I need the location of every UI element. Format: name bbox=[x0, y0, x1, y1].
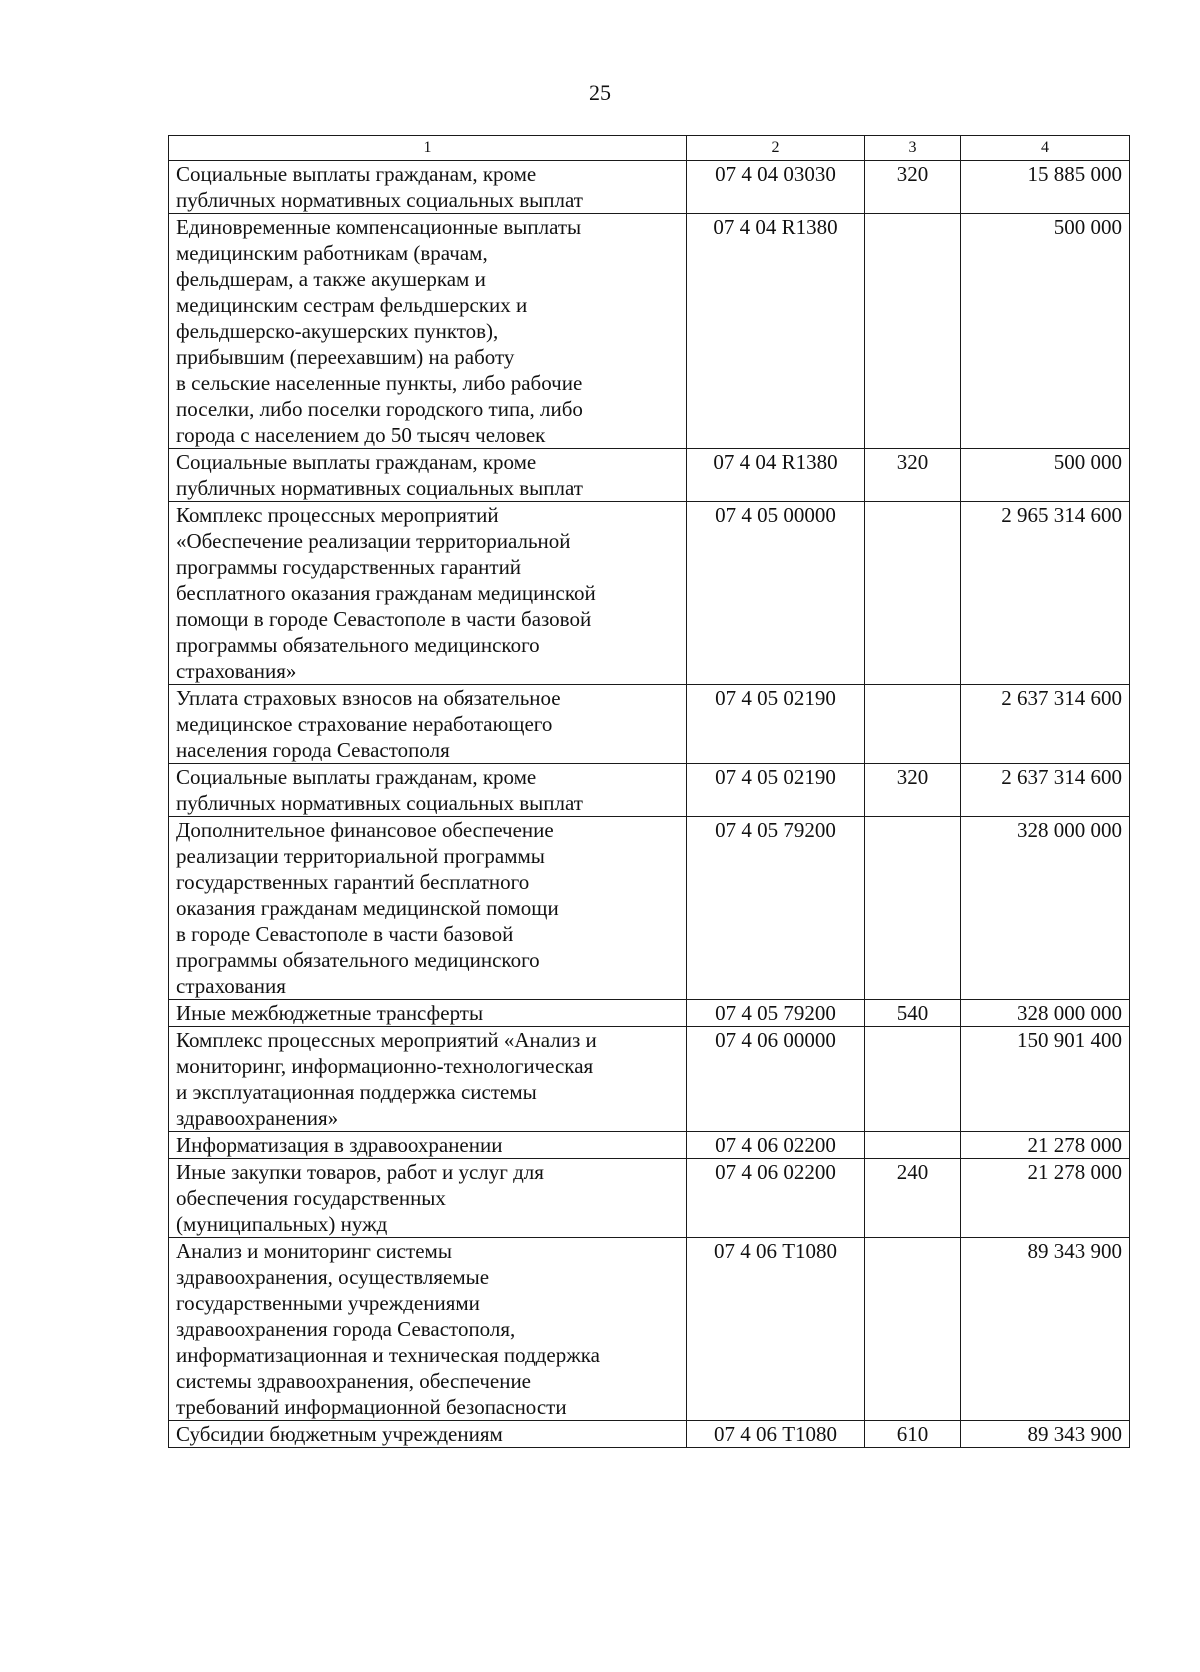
page-number: 25 bbox=[589, 80, 611, 105]
table-row bbox=[169, 685, 1130, 764]
column-header-4: 4 bbox=[961, 136, 1130, 161]
row-code-cell bbox=[687, 685, 865, 764]
row-amount-text: 500 000 bbox=[1053, 450, 1122, 474]
row-amount-text: 89 343 900 bbox=[1027, 1239, 1122, 1263]
row-name-cell bbox=[169, 685, 687, 764]
row-code-text: 07 4 04 R1380 bbox=[713, 450, 838, 474]
row-code-text: 07 4 05 00000 bbox=[715, 503, 836, 527]
row-code-text: 07 4 05 79200 bbox=[715, 818, 836, 842]
row-name-text: Иные закупки товаров, работ и услуг для обеспечения государственных (муниципальных) нужд bbox=[176, 1160, 544, 1236]
row-code-text: 07 4 06 Т1080 bbox=[713, 1422, 838, 1446]
row-code-cell bbox=[687, 449, 865, 502]
row-type-cell bbox=[865, 1027, 961, 1132]
row-amount-cell bbox=[961, 1027, 1130, 1132]
row-amount-cell bbox=[961, 1132, 1130, 1159]
row-amount-text: 21 278 000 bbox=[1027, 1133, 1122, 1157]
row-type-text: 540 bbox=[896, 1001, 929, 1025]
row-code-cell bbox=[687, 214, 865, 449]
row-type-cell bbox=[865, 764, 961, 817]
row-code-cell bbox=[687, 817, 865, 1000]
row-name-cell bbox=[169, 817, 687, 1000]
row-type-cell bbox=[865, 214, 961, 449]
row-amount-cell bbox=[961, 449, 1130, 502]
row-type-text: 320 bbox=[896, 450, 929, 474]
table-row bbox=[169, 502, 1130, 685]
row-code-text: 07 4 06 Т1080 bbox=[713, 1239, 838, 1263]
row-code-text: 07 4 06 02200 bbox=[715, 1133, 836, 1157]
row-amount-text: 21 278 000 bbox=[1027, 1160, 1122, 1184]
row-name-cell bbox=[169, 1027, 687, 1132]
row-type-text: 610 bbox=[896, 1422, 929, 1446]
row-code-text: 07 4 05 79200 bbox=[715, 1001, 836, 1025]
column-header-1: 1 bbox=[169, 136, 687, 161]
header-row bbox=[169, 136, 1130, 161]
row-amount-cell bbox=[961, 817, 1130, 1000]
table-row bbox=[169, 214, 1130, 449]
row-name-text: Информатизация в здравоохранении bbox=[176, 1133, 503, 1157]
row-code-cell bbox=[687, 1027, 865, 1132]
row-amount-text: 328 000 000 bbox=[1017, 818, 1122, 842]
row-name-text: Иные межбюджетные трансферты bbox=[176, 1001, 484, 1025]
row-code-cell bbox=[687, 1159, 865, 1238]
row-name-text: Социальные выплаты гражданам, кроме публичных нормативных социальных выплат bbox=[176, 450, 583, 500]
row-name-text: Дополнительное финансовое обеспечение реализации территориальной программы государственных гарантий бесплатного оказания гражданам медицинской помощи в городе Севастополе в части базовой программы обязательного медицинского страхования bbox=[176, 818, 559, 998]
row-amount-text: 2 637 314 600 bbox=[1001, 765, 1122, 789]
row-amount-text: 89 343 900 bbox=[1027, 1422, 1122, 1446]
row-code-text: 07 4 04 03030 bbox=[715, 162, 836, 186]
row-amount-text: 150 901 400 bbox=[1017, 1028, 1122, 1052]
row-name-text: Уплата страховых взносов на обязательное медицинское страхование неработающего населения города Севастополя bbox=[176, 686, 561, 762]
row-code-text: 07 4 06 02200 bbox=[715, 1160, 836, 1184]
row-name-text: Социальные выплаты гражданам, кроме публичных нормативных социальных выплат bbox=[176, 162, 583, 212]
row-code-text: 07 4 04 R1380 bbox=[713, 215, 838, 239]
row-type-cell bbox=[865, 1238, 961, 1421]
row-code-cell bbox=[687, 1421, 865, 1448]
row-name-text: Анализ и мониторинг системы здравоохранения, осуществляемые государственными учреждениями здравоохранения города Севастополя, информатизационная и техническая поддержка системы здравоохранения, обеспечение требований информационной безопасности bbox=[176, 1239, 600, 1419]
row-type-cell bbox=[865, 817, 961, 1000]
table-row bbox=[169, 817, 1130, 1000]
row-amount-cell bbox=[961, 685, 1130, 764]
row-name-cell bbox=[169, 1421, 687, 1448]
row-name-cell bbox=[169, 449, 687, 502]
row-amount-cell bbox=[961, 214, 1130, 449]
row-amount-cell bbox=[961, 1159, 1130, 1238]
table-row bbox=[169, 1132, 1130, 1159]
row-name-cell bbox=[169, 1000, 687, 1027]
column-header-3: 3 bbox=[865, 136, 961, 161]
row-type-cell bbox=[865, 1132, 961, 1159]
table-row bbox=[169, 161, 1130, 214]
row-code-cell bbox=[687, 161, 865, 214]
row-name-text: Субсидии бюджетным учреждениям bbox=[176, 1422, 503, 1446]
row-amount-text: 500 000 bbox=[1053, 215, 1122, 239]
row-name-cell bbox=[169, 1159, 687, 1238]
row-type-cell bbox=[865, 161, 961, 214]
row-name-cell bbox=[169, 1238, 687, 1421]
table-row bbox=[169, 1027, 1130, 1132]
row-type-cell bbox=[865, 449, 961, 502]
row-name-text: Социальные выплаты гражданам, кроме публичных нормативных социальных выплат bbox=[176, 765, 583, 815]
row-amount-cell bbox=[961, 1000, 1130, 1027]
row-code-cell bbox=[687, 1000, 865, 1027]
row-name-cell bbox=[169, 502, 687, 685]
table-row bbox=[169, 1238, 1130, 1421]
table-row bbox=[169, 1159, 1130, 1238]
row-name-text: Единовременные компенсационные выплаты медицинским работникам (врачам, фельдшерам, а также акушеркам и медицинским сестрам фельдшерских и фельдшерско-акушерских пунктов), прибывшим (переехавшим) на работу в сельские населенные пункты, либо рабочие поселки, либо поселки городского типа, либо города с населением до 50 тысяч человек bbox=[176, 215, 583, 447]
row-type-cell bbox=[865, 502, 961, 685]
row-amount-text: 15 885 000 bbox=[1027, 162, 1122, 186]
row-name-cell bbox=[169, 764, 687, 817]
row-name-cell bbox=[169, 214, 687, 449]
row-name-text: Комплекс процессных мероприятий «Обеспечение реализации территориальной программы государственных гарантий бесплатного оказания гражданам медицинской помощи в городе Севастополе в части базовой программы обязательного медицинского страхования» bbox=[176, 503, 596, 683]
row-amount-text: 2 637 314 600 bbox=[1001, 686, 1122, 710]
row-code-cell bbox=[687, 1132, 865, 1159]
row-code-cell bbox=[687, 1238, 865, 1421]
table-row bbox=[169, 449, 1130, 502]
row-type-text: 320 bbox=[896, 162, 929, 186]
row-amount-cell bbox=[961, 764, 1130, 817]
table-header bbox=[169, 136, 1130, 161]
table-row bbox=[169, 1000, 1130, 1027]
row-code-text: 07 4 06 00000 bbox=[715, 1028, 836, 1052]
table-row bbox=[169, 764, 1130, 817]
row-type-cell bbox=[865, 1421, 961, 1448]
row-name-cell bbox=[169, 1132, 687, 1159]
row-name-text: Комплекс процессных мероприятий «Анализ и мониторинг, информационно-технологическая и эксплуатационная поддержка системы здравоохранения» bbox=[176, 1028, 597, 1130]
row-amount-text: 328 000 000 bbox=[1017, 1001, 1122, 1025]
row-amount-cell bbox=[961, 161, 1130, 214]
row-amount-text: 2 965 314 600 bbox=[1001, 503, 1122, 527]
row-amount-cell bbox=[961, 502, 1130, 685]
row-type-cell bbox=[865, 1159, 961, 1238]
table-body bbox=[169, 161, 1130, 1448]
row-type-text: 240 bbox=[896, 1160, 929, 1184]
row-code-text: 07 4 05 02190 bbox=[715, 686, 836, 710]
row-amount-cell bbox=[961, 1238, 1130, 1421]
row-name-cell bbox=[169, 161, 687, 214]
row-code-cell bbox=[687, 764, 865, 817]
budget-table bbox=[168, 135, 1130, 1448]
row-amount-cell bbox=[961, 1421, 1130, 1448]
column-header-2: 2 bbox=[687, 136, 865, 161]
row-type-text: 320 bbox=[896, 765, 929, 789]
row-type-cell bbox=[865, 685, 961, 764]
row-code-text: 07 4 05 02190 bbox=[715, 765, 836, 789]
row-type-cell bbox=[865, 1000, 961, 1027]
table-row bbox=[169, 1421, 1130, 1448]
row-code-cell bbox=[687, 502, 865, 685]
